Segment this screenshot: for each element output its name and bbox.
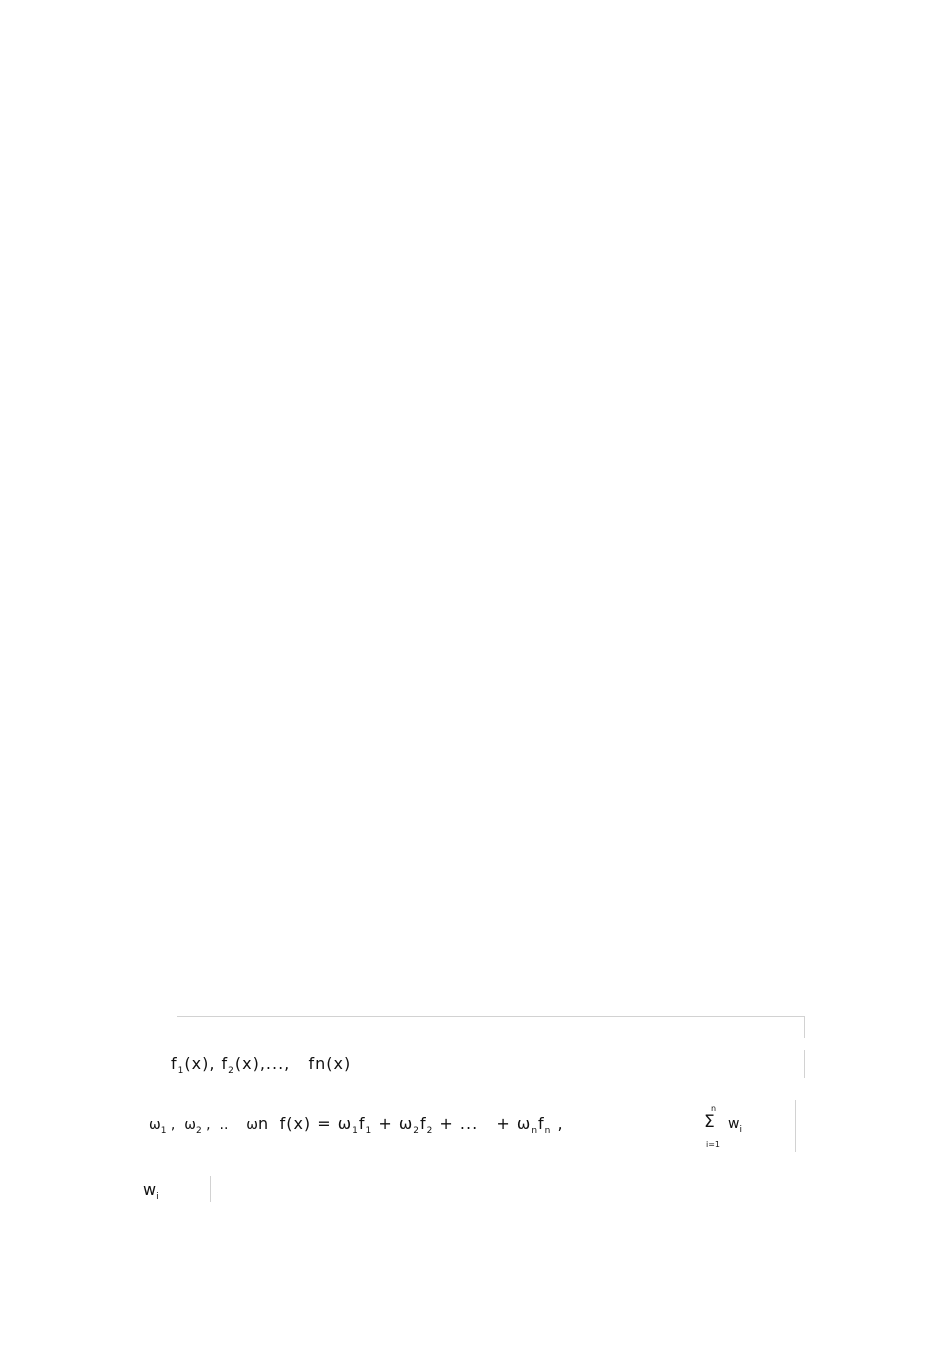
sigma-icon: Σ	[704, 1112, 715, 1132]
border-mark	[210, 1176, 211, 1202]
nonneg-condition: $w_i$	[143, 1180, 159, 1203]
border-mark	[804, 1050, 805, 1078]
sum-condition: $w_i$	[728, 1116, 742, 1135]
sigma-lower: i=1	[706, 1140, 721, 1149]
weighted-formula-line-2	[143, 1114, 564, 1136]
sigma-upper: n	[711, 1104, 717, 1113]
weighted-formula-line-1	[143, 1054, 351, 1076]
weighted-text-line	[177, 1016, 805, 1038]
objective-formula: $f(x) = \omega_1f_1 + \omega_2f_2$ + ... + $\omega_nf_n$ ,	[279, 1114, 564, 1137]
weight-symbols: $\omega_1$ , $\omega_2$ , .. ωn	[149, 1114, 270, 1136]
function-list: $f_1(x)$, $f_2(x)$,..., fn(x)	[171, 1054, 352, 1077]
border-mark	[795, 1100, 796, 1152]
